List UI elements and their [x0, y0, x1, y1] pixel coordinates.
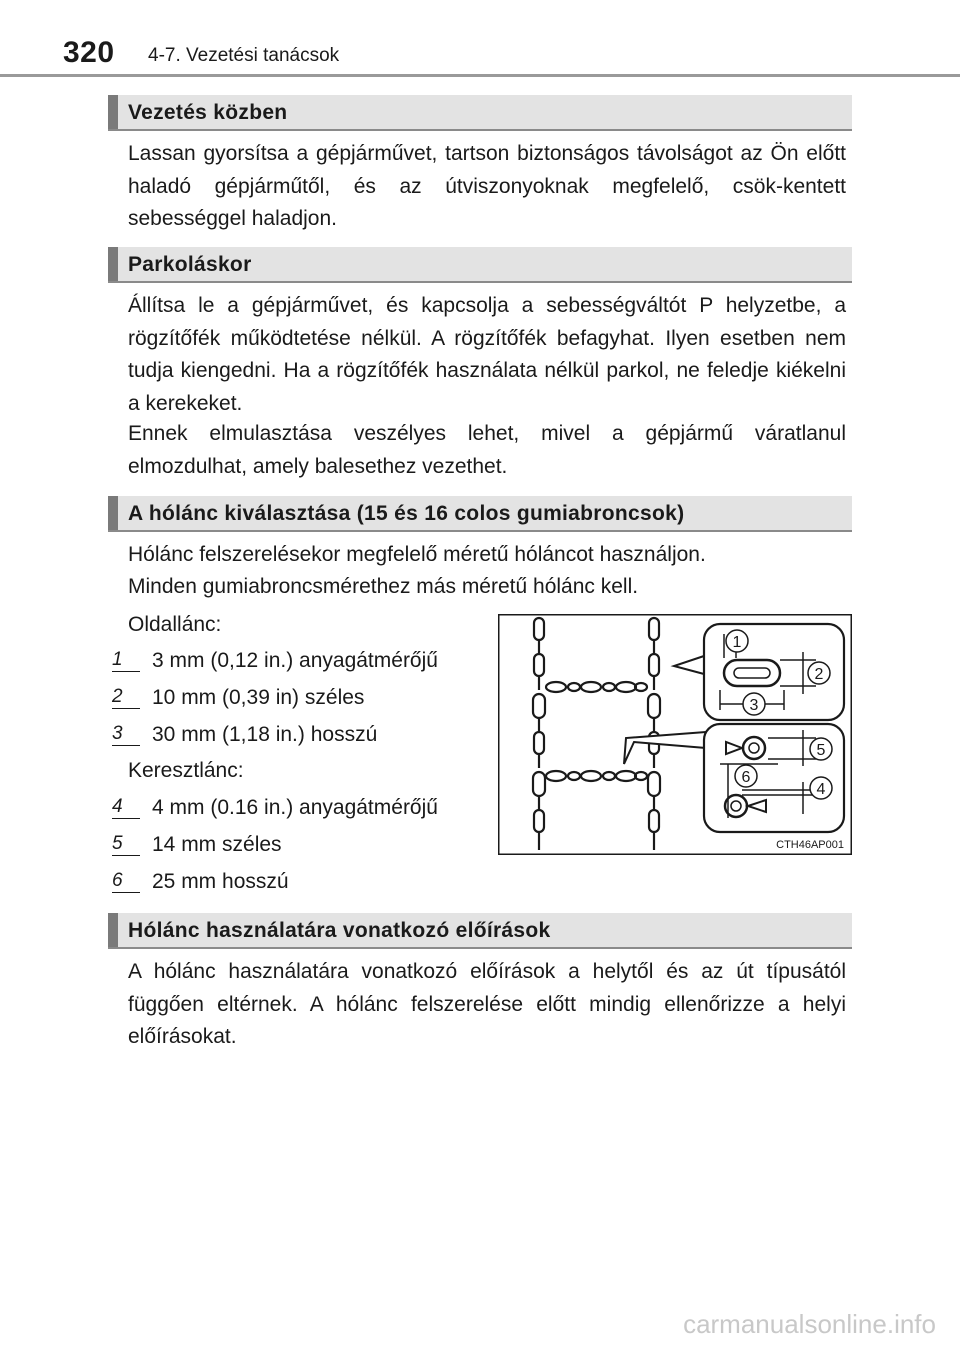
- section-heading-parking: [108, 247, 852, 283]
- item-number: 1: [112, 649, 140, 672]
- item-text: 3 mm (0,12 in.) anyagátmérőjű: [152, 649, 438, 672]
- item-text: 4 mm (0.16 in.) anyagátmérőjű: [152, 796, 438, 819]
- list-item: [112, 645, 438, 677]
- item-number: 5: [112, 833, 140, 856]
- callout-6: 6: [741, 769, 751, 786]
- page-number: 320: [63, 36, 115, 69]
- section-heading-chain-selection: [108, 496, 852, 532]
- list-item: [112, 866, 289, 898]
- item-number: 4: [112, 796, 140, 819]
- callout-5: 5: [816, 742, 826, 759]
- section-title: Vezetés közben: [128, 101, 288, 124]
- item-text: 14 mm széles: [152, 833, 282, 856]
- callout-4: 4: [816, 781, 826, 798]
- section-title: Hólánc használatára vonatkozó előírások: [128, 919, 551, 942]
- list-item: [112, 829, 282, 861]
- header-rule: [0, 74, 960, 77]
- item-text: 25 mm hosszú: [152, 870, 289, 893]
- figure-code: CTH46AP001: [776, 839, 844, 851]
- parking-paragraph-2: Ennek elmulasztása veszélyes lehet, mivel a gépjármű váratlanul elmozdulhat, amely balesethez vezethet.: [128, 422, 846, 478]
- item-text: 10 mm (0,39 in) széles: [152, 686, 365, 709]
- driving-paragraph: Lassan gyorsítsa a gépjárművet, tartson biztonságos távolságot az Ön előtt haladó gépjárműtől, és az útviszonyoknak megfelelő, csök-kentett sebességgel haladjon.: [128, 142, 846, 230]
- cross-chain-label: Keresztlánc:: [128, 759, 244, 782]
- running-title: 4-7. Vezetési tanácsok: [148, 45, 340, 66]
- item-number: 3: [112, 723, 140, 746]
- section-title: Parkoláskor: [128, 253, 252, 276]
- item-number: 6: [112, 870, 140, 893]
- section-title: A hólánc kiválasztása (15 és 16 colos gumiabroncsok): [128, 502, 685, 525]
- list-item: [112, 682, 364, 714]
- watermark: carmanualsonline.info: [683, 1309, 936, 1339]
- list-item: [112, 792, 438, 824]
- chain-intro-line-2: Minden gumiabroncsmérethez más méretű hólánc kell.: [128, 575, 639, 598]
- regulations-paragraph: A hólánc használatára vonatkozó előírások a helytől és az út típusától függően eltérnek. A hólánc felszerelése előtt mindig ellenőrizze a helyi előírásokat.: [128, 960, 846, 1048]
- callout-1: 1: [732, 634, 742, 651]
- section-heading-regulations: [108, 913, 852, 949]
- list-item: [112, 719, 377, 751]
- item-text: 30 mm (1,18 in.) hosszú: [152, 723, 378, 746]
- side-chain-label: Oldallánc:: [128, 613, 222, 636]
- chain-intro-line-1: Hólánc felszerelésekor megfelelő méretű hóláncot használjon.: [128, 543, 706, 566]
- callout-2: 2: [814, 666, 824, 683]
- snow-chain-figure: [498, 614, 852, 855]
- snow-chain-illustration: [498, 614, 852, 855]
- callout-3: 3: [749, 697, 759, 714]
- parking-paragraph-1: Állítsa le a gépjárművet, és kapcsolja a sebességváltót P helyzetbe, a rögzítőfék működtetése nélkül. A rögzítőfék befagyhat. Ilyen esetben nem tudja kiengedni. Ha a rögzítőfék használata nélkül parkol, ne feledje kiékelni a kerekeket.: [128, 294, 846, 415]
- section-heading-driving: [108, 95, 852, 131]
- item-number: 2: [112, 686, 140, 709]
